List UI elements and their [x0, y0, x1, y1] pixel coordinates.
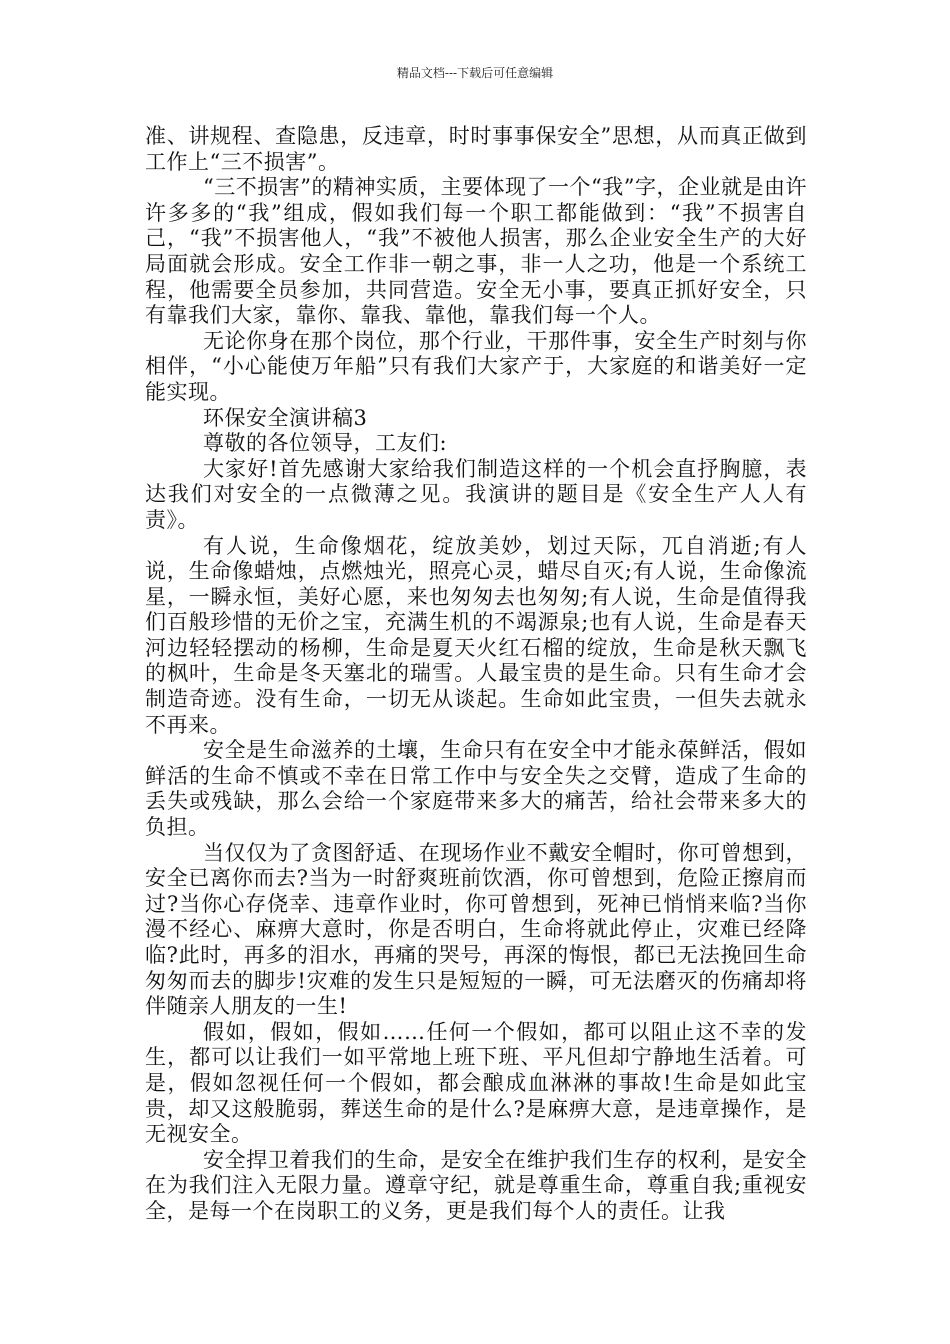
page-header: 精品文档---下载后可任意编辑 [396, 66, 554, 80]
paragraph: 有人说，生命像烟花，绽放美妙，划过天际，兀自消逝;有人说，生命像蜡烛，点燃烛光，照亮心灵，蜡尽自灭;有人说，生命像流星，一瞬永恒，美好心愿，来也匆匆去也匆匆;有人说，生命是值得我们百般珍惜的无价之宝，充满生机的不竭源泉;也有人说，生命是春天河边轻轻摆动的杨柳，生命是夏天火红石榴的绽放，生命是秋天飘飞的枫叶，生命是冬天塞北的瑞雪。人最宝贵的是生命。只有生命才会制造奇迹。没有生命，一切无从谈起。生命如此宝贵，一但失去就永不再来。 [145, 533, 807, 737]
section-heading: 环保安全演讲稿3 [203, 405, 368, 430]
paragraph: 当仅仅为了贪图舒适、在现场作业不戴安全帽时，你可曾想到，安全已离你而去?当为一时舒爽班前饮酒，你可曾想到，危险正擦肩而过?当你心存侥幸、违章作业时，你可曾想到，死神已悄悄来临?当你漫不经心、麻痹大意时，你是否明白，生命将就此停止，灾难已经降临?此时，再多的泪水，再痛的哭号，再深的悔恨，都已无法挽回生命匆匆而去的脚步!灾难的发生只是短短的一瞬，可无法磨灭的伤痛却将伴随亲人朋友的一生! [145, 840, 807, 1019]
paragraph: 无论你身在那个岗位，那个行业，干那件事，安全生产时刻与你相伴，“小心能使万年船”只有我们大家产于，大家庭的和谐美好一定能实现。 [145, 328, 807, 404]
salutation: 尊敬的各位领导，工友们: [203, 431, 448, 456]
paragraph: 安全是生命滋养的土壤，生命只有在安全中才能永葆鲜活，假如鲜活的生命不慎或不幸在日常工作中与安全失之交臂，造成了生命的丢失或残缺，那么会给一个家庭带来多大的痛苦，给社会带来多大的负担。 [145, 738, 807, 840]
paragraph: 安全捍卫着我们的生命，是安全在维护我们生存的权利，是安全在为我们注入无限力量。遵章守纪，就是尊重生命，尊重自我;重视安全，是每一个在岗职工的义务，更是我们每个人的责任。让我 [145, 1147, 807, 1223]
paragraph: 大家好!首先感谢大家给我们制造这样的一个机会直抒胸臆，表达我们对安全的一点微薄之见。我演讲的题目是《安全生产人人有责》。 [145, 456, 807, 532]
paragraph: 假如，假如，假如……任何一个假如，都可以阻止这不幸的发生，都可以让我们一如平常地上班下班、平凡但却宁静地生活着。可是，假如忽视任何一个假如，都会酿成血淋淋的事故!生命是如此宝贵，却又这般脆弱，葬送生命的是什么?是麻痹大意，是违章操作，是无视安全。 [145, 1019, 807, 1147]
paragraph: 准、讲规程、查隐患，反违章，时时事事保安全”思想，从而真正做到工作上“三不损害”。 [145, 124, 807, 174]
paragraph: “三不损害”的精神实质，主要体现了一个“我”字，企业就是由许许多多的“我”组成，假如我们每一个职工都能做到：“我”不损害自己，“我”不损害他人，“我”不被他人损害，那么企业安全生产的大好局面就会形成。安全工作非一朝之事，非一人之功，他是一个系统工程，他需要全员参加，共同营造。安全无小事，要真正抓好安全，只有靠我们大家，靠你、靠我、靠他，靠我们每一个人。 [145, 175, 807, 328]
document-body [145, 124, 807, 1225]
